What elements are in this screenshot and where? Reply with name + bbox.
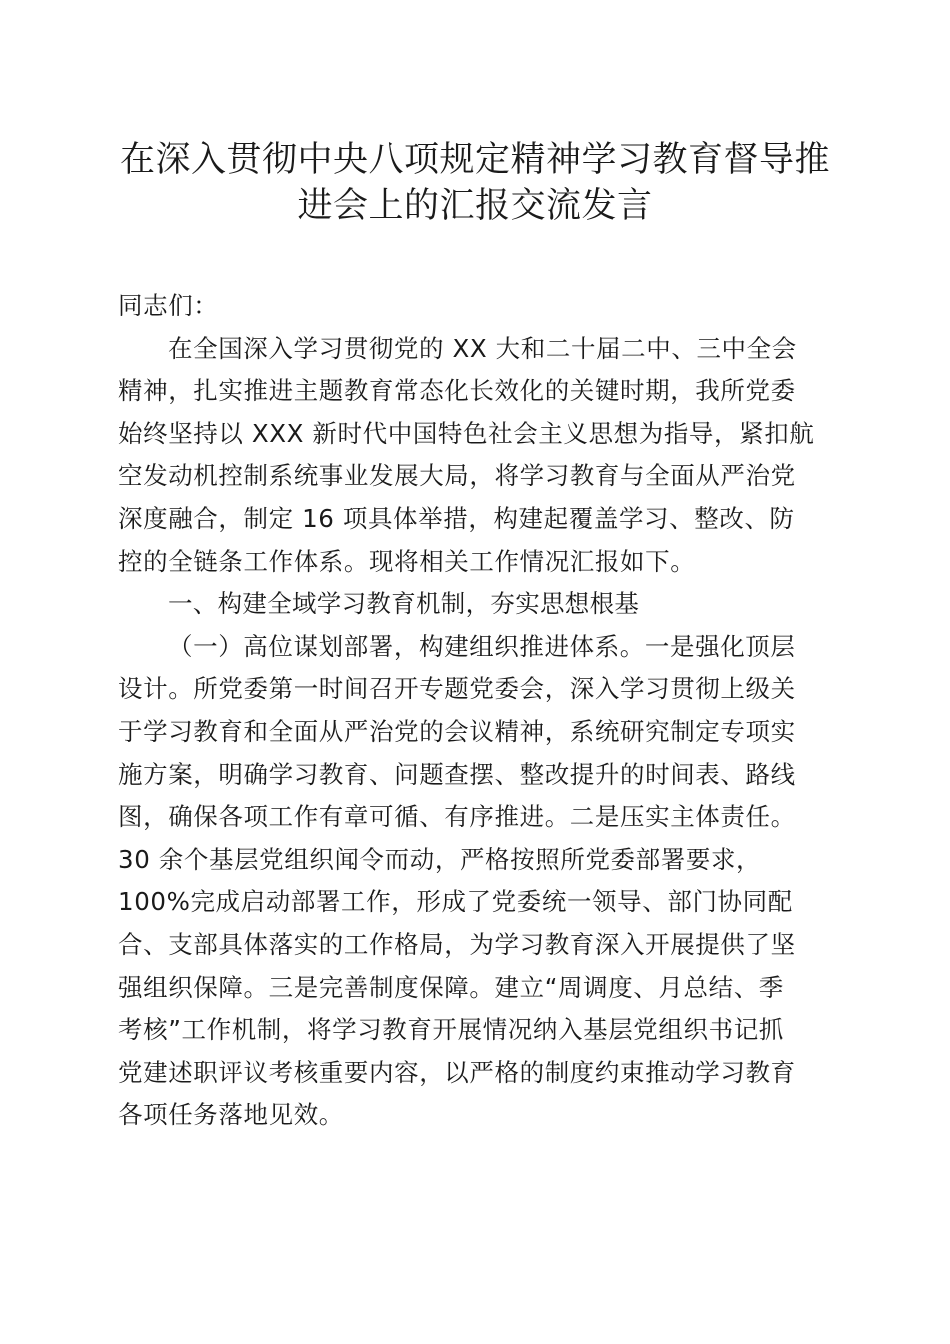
title-line-2: 进会上的汇报交流发言 (297, 186, 653, 226)
paragraph-line: 控的全链条工作体系。现将相关工作情况汇报如下。 (118, 546, 696, 576)
paragraph-line: 各项任务落地见效。 (118, 1100, 344, 1130)
title-line-1: 在深入贯彻中央八项规定精神学习教育督导推 (119, 140, 830, 180)
paragraph-line: 始终坚持以 XXX 新时代中国特色社会主义思想为指导，紧扣航 (118, 418, 815, 448)
paragraph-line: 施方案，明确学习教育、问题查摆、整改提升的时间表、路线 (118, 759, 796, 789)
paragraph-line: 30 余个基层党组织闻令而动，严格按照所党委部署要求， (118, 844, 762, 874)
paragraph-line: 在全国深入学习贯彻党的 XX 大和二十届二中、三中全会 (168, 333, 797, 363)
paragraph-line: 合、支部具体落实的工作格局，为学习教育深入开展提供了坚 (118, 929, 796, 959)
document-body (118, 285, 838, 1137)
paragraph-line: 党建述职评议考核重要内容，以严格的制度约束推动学习教育 (118, 1057, 796, 1087)
paragraph-line: （一）高位谋划部署，构建组织推进体系。一是强化顶层 (168, 631, 796, 661)
salutation: 同志们： (118, 291, 219, 320)
paragraph-introduction (118, 328, 838, 584)
paragraph-line: 考核”工作机制，将学习教育开展情况纳入基层党组织书记抓 (118, 1015, 784, 1045)
paragraph-line: 空发动机控制系统事业发展大局，将学习教育与全面从严治党 (118, 461, 796, 491)
paragraph-line: 强组织保障。三是完善制度保障。建立“周调度、月总结、季 (118, 972, 784, 1002)
paragraph-line: 图，确保各项工作有章可循、有序推进。二是压实主体责任。 (118, 802, 796, 832)
document-title (100, 137, 850, 229)
section-heading: 一、构建全域学习教育机制，夯实思想根基 (168, 589, 640, 619)
paragraph-section-1-1 (118, 626, 838, 1137)
paragraph-line: 100%完成启动部署工作，形成了党委统一领导、部门协同配 (118, 887, 793, 917)
paragraph-line: 于学习教育和全面从严治党的会议精神，系统研究制定专项实 (118, 716, 796, 746)
paragraph-line: 设计。所党委第一时间召开专题党委会，深入学习贯彻上级关 (118, 674, 796, 704)
paragraph-line: 精神，扎实推进主题教育常态化长效化的关键时期，我所党委 (118, 376, 796, 406)
paragraph-line: 深度融合，制定 16 项具体举措，构建起覆盖学习、整改、防 (118, 503, 795, 533)
